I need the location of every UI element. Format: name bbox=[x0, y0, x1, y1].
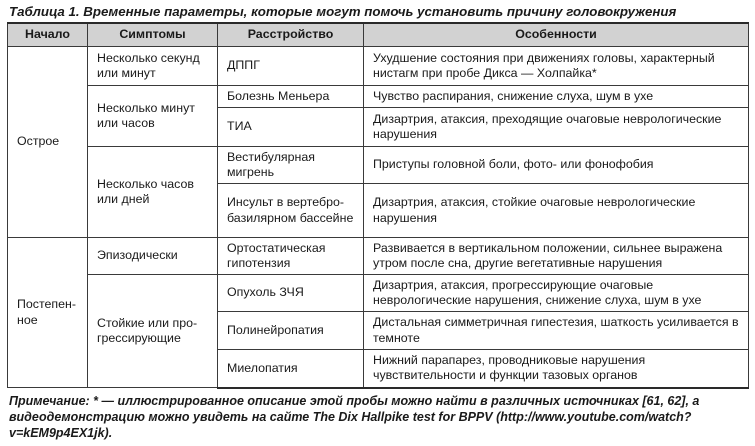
header-symptoms: Симптомы bbox=[88, 23, 218, 47]
onset-cell-gradual: Постепен-ное bbox=[8, 238, 88, 388]
features-cell: Дистальная симметричная гипестезия, шаткость усиливается в темноте bbox=[364, 312, 749, 350]
symptoms-cell: Стойкие или про-грессирующие bbox=[88, 275, 218, 388]
table-caption: Таблица 1. Временные параметры, которые могут помочь установить причину головокружения bbox=[9, 4, 677, 19]
table-row bbox=[8, 86, 749, 108]
disorder-cell: Полинейропатия bbox=[218, 312, 364, 350]
disorder-cell: ДППГ bbox=[218, 47, 364, 86]
features-cell: Дизартрия, атаксия, прогрессирующие очаговые неврологические нарушения, снижение слуха, шум в ухе bbox=[364, 275, 749, 312]
header-onset: Начало bbox=[8, 23, 88, 47]
symptoms-cell: Несколько секунд или минут bbox=[88, 47, 218, 86]
features-cell: Развивается в вертикальном положении, сильнее выражена утром после сна, другие вегетативные нарушения bbox=[364, 238, 749, 275]
disorder-cell: ТИА bbox=[218, 108, 364, 147]
features-cell: Чувство распирания, снижение слуха, шум в ухе bbox=[364, 86, 749, 108]
table-row bbox=[8, 47, 749, 86]
disorder-cell: Опухоль ЗЧЯ bbox=[218, 275, 364, 312]
vertigo-timing-table bbox=[7, 22, 749, 389]
header-disorder: Расстройство bbox=[218, 23, 364, 47]
table-row bbox=[8, 147, 749, 184]
features-cell: Ухудшение состояния при движениях головы, характерный нистагм при пробе Дикса — Холпайка* bbox=[364, 47, 749, 86]
features-cell: Нижний парапарез, проводниковые нарушения чувствительности и функции тазовых органов bbox=[364, 350, 749, 388]
symptoms-cell: Несколько часов или дней bbox=[88, 147, 218, 238]
disorder-cell: Ортостатическая гипотензия bbox=[218, 238, 364, 275]
onset-cell-acute: Острое bbox=[8, 47, 88, 238]
symptoms-cell: Несколько минут или часов bbox=[88, 86, 218, 147]
symptoms-cell: Эпизодически bbox=[88, 238, 218, 275]
header-features: Особенности bbox=[364, 23, 749, 47]
disorder-cell: Болезнь Меньера bbox=[218, 86, 364, 108]
features-cell: Дизартрия, атаксия, стойкие очаговые неврологические нарушения bbox=[364, 184, 749, 238]
table-row bbox=[8, 238, 749, 275]
table-row bbox=[8, 275, 749, 312]
header-row bbox=[8, 23, 749, 47]
features-cell: Приступы головной боли, фото- или фонофобия bbox=[364, 147, 749, 184]
features-cell: Дизартрия, атаксия, преходящие очаговые неврологические нарушения bbox=[364, 108, 749, 147]
table-footnote: Примечание: * — иллюстрированное описание этой пробы можно найти в различных источниках [61, 62], а видеодемонстрацию можно увидеть на сайте The Dix Hallpike test for BPPV (http://www.youtube.com/watch?v=kEM9p4EX1jk). bbox=[9, 394, 700, 440]
disorder-cell: Инсульт в вертебро-базилярном бассейне bbox=[218, 184, 364, 238]
disorder-cell: Миелопатия bbox=[218, 350, 364, 388]
disorder-cell: Вестибулярная мигрень bbox=[218, 147, 364, 184]
